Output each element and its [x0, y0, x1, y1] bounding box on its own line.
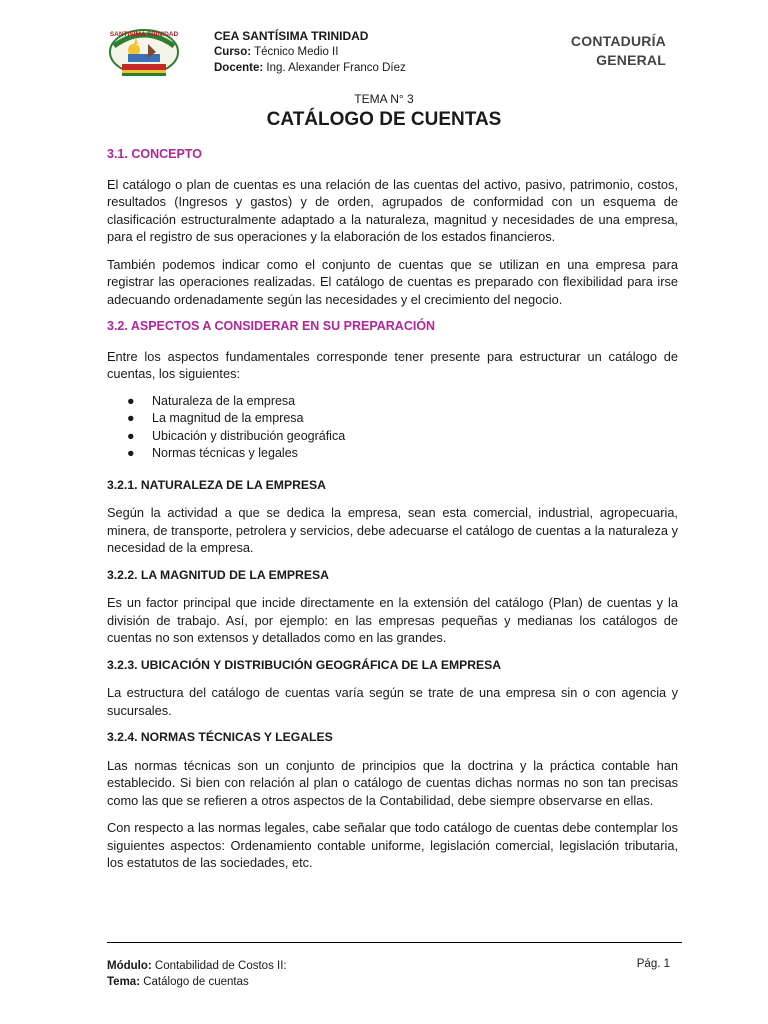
document-body — [107, 146, 678, 882]
list-item-text: Naturaleza de la empresa — [152, 393, 296, 408]
list-item — [127, 393, 678, 411]
subsection-heading-3-2-3: 3.2.3. UBICACIÓN Y DISTRIBUCIÓN GEOGRÁFICA DE LA EMPRESA — [107, 657, 502, 672]
list-item-text: La magnitud de la empresa — [152, 411, 304, 425]
section-heading-3-1: 3.1. CONCEPTO — [107, 147, 202, 161]
paragraph: Entre los aspectos fundamentales corresponde tener presente para estructurar un catálogo de cuentas, los siguientes: — [107, 348, 678, 381]
subject-title — [571, 32, 666, 70]
bullet-icon: ● — [127, 393, 135, 408]
teacher-value: Ing. Alexander Franco Díez — [266, 62, 406, 74]
footer-divider — [107, 942, 682, 943]
subject-line-2: GENERAL — [596, 52, 666, 68]
course-label: Curso: — [214, 46, 252, 58]
topic-value: Catálogo de cuentas — [143, 976, 249, 988]
paragraph: El catálogo o plan de cuentas es una relación de las cuentas del activo, pasivo, patrimonio, costos, resultados (Ingresos y gastos) y de orden, agrupados de conformidad con un esquema de clasificación estructuralmente adaptado a la naturaleza, magnitud y necesidades de una empresa, para el registro de sus operaciones y la elaboración de los estados financieros. — [107, 176, 678, 244]
page-title: CATÁLOGO DE CUENTAS — [266, 109, 502, 130]
paragraph: Según la actividad a que se dedica la empresa, sean esta comercial, industrial, agropecuaria, minera, de transporte, petrolera y servicios, debe adecuarse el catálogo de cuentas a la naturaleza y necesidad de la empresa. — [107, 505, 678, 555]
list-item-text: Normas técnicas y legales — [152, 446, 298, 460]
course-line — [214, 44, 406, 60]
paragraph: La estructura del catálogo de cuentas varía según se trate de una empresa sin o con agencia y sucursales. — [107, 685, 678, 718]
bullet-icon: ● — [127, 428, 135, 443]
section-heading-3-2: 3.2. ASPECTOS A CONSIDERAR EN SU PREPARACIÓN — [107, 319, 436, 333]
paragraph: Las normas técnicas son un conjunto de principios que la doctrina y la práctica contable han establecido. Si bien con relación al plan o catálogo de cuentas dichas normas no son tan precisas como las que se refieren a otros aspectos de la Contabilidad, debe siempre observarse en ellas. — [107, 757, 678, 808]
subsection-heading-3-2-4: 3.2.4. NORMAS TÉCNICAS Y LEGALES — [107, 730, 333, 744]
footer-info — [107, 958, 287, 990]
teacher-label: Docente: — [214, 62, 264, 74]
module-value: Contabilidad de Costos II: — [154, 960, 287, 972]
list-item-text: Ubicación y distribución geográfica — [152, 428, 346, 443]
school-name: CEA SANTÍSIMA TRINIDAD — [214, 29, 369, 43]
paragraph: Es un factor principal que incide directamente en la extensión del catálogo (Plan) de cuentas y la división de trabajo. Así, por ejemplo: en las empresas pequeñas y medianas los catálogos de cuentas no son extensos y detallados como en las grandes. — [107, 595, 678, 645]
subsection-heading-3-2-1: 3.2.1. NATURALEZA DE LA EMPRESA — [107, 477, 326, 492]
page-number: Pág. 1 — [636, 958, 670, 970]
bullet-list — [107, 393, 678, 463]
header-info — [214, 28, 406, 76]
teacher-line — [214, 60, 406, 76]
module-label: Módulo: — [107, 960, 152, 972]
subject-line-1: CONTADURÍA — [570, 33, 666, 49]
module-line — [107, 958, 287, 974]
subsection-heading-3-2-2: 3.2.2. LA MAGNITUD DE LA EMPRESA — [107, 567, 329, 582]
logo-lettering: SANTISIMA TRINIDAD — [109, 31, 179, 38]
topic-line — [107, 974, 287, 990]
bullet-icon: ● — [127, 446, 135, 460]
course-value: Técnico Medio II — [254, 46, 339, 58]
school-logo — [104, 24, 184, 78]
list-item — [127, 410, 678, 428]
bullet-icon: ● — [127, 411, 135, 425]
list-item — [127, 428, 678, 446]
paragraph: Con respecto a las normas legales, cabe señalar que todo catálogo de cuentas debe contemplar los siguientes aspectos: Ordenamiento contable uniforme, legislación comercial, legislación tributaria, los estatutos de las sociedades, etc. — [107, 820, 678, 870]
list-item — [127, 445, 678, 463]
topic-number: TEMA N° 3 — [354, 92, 414, 106]
topic-label: Tema: — [107, 976, 141, 988]
paragraph: También podemos indicar como el conjunto de cuentas que se utilizan en una empresa para registrar las operaciones realizadas. El catálogo de cuentas es preparado con flexibilidad para irse adecuando ordenadamente según las necesidades y el crecimiento del negocio. — [107, 256, 678, 307]
